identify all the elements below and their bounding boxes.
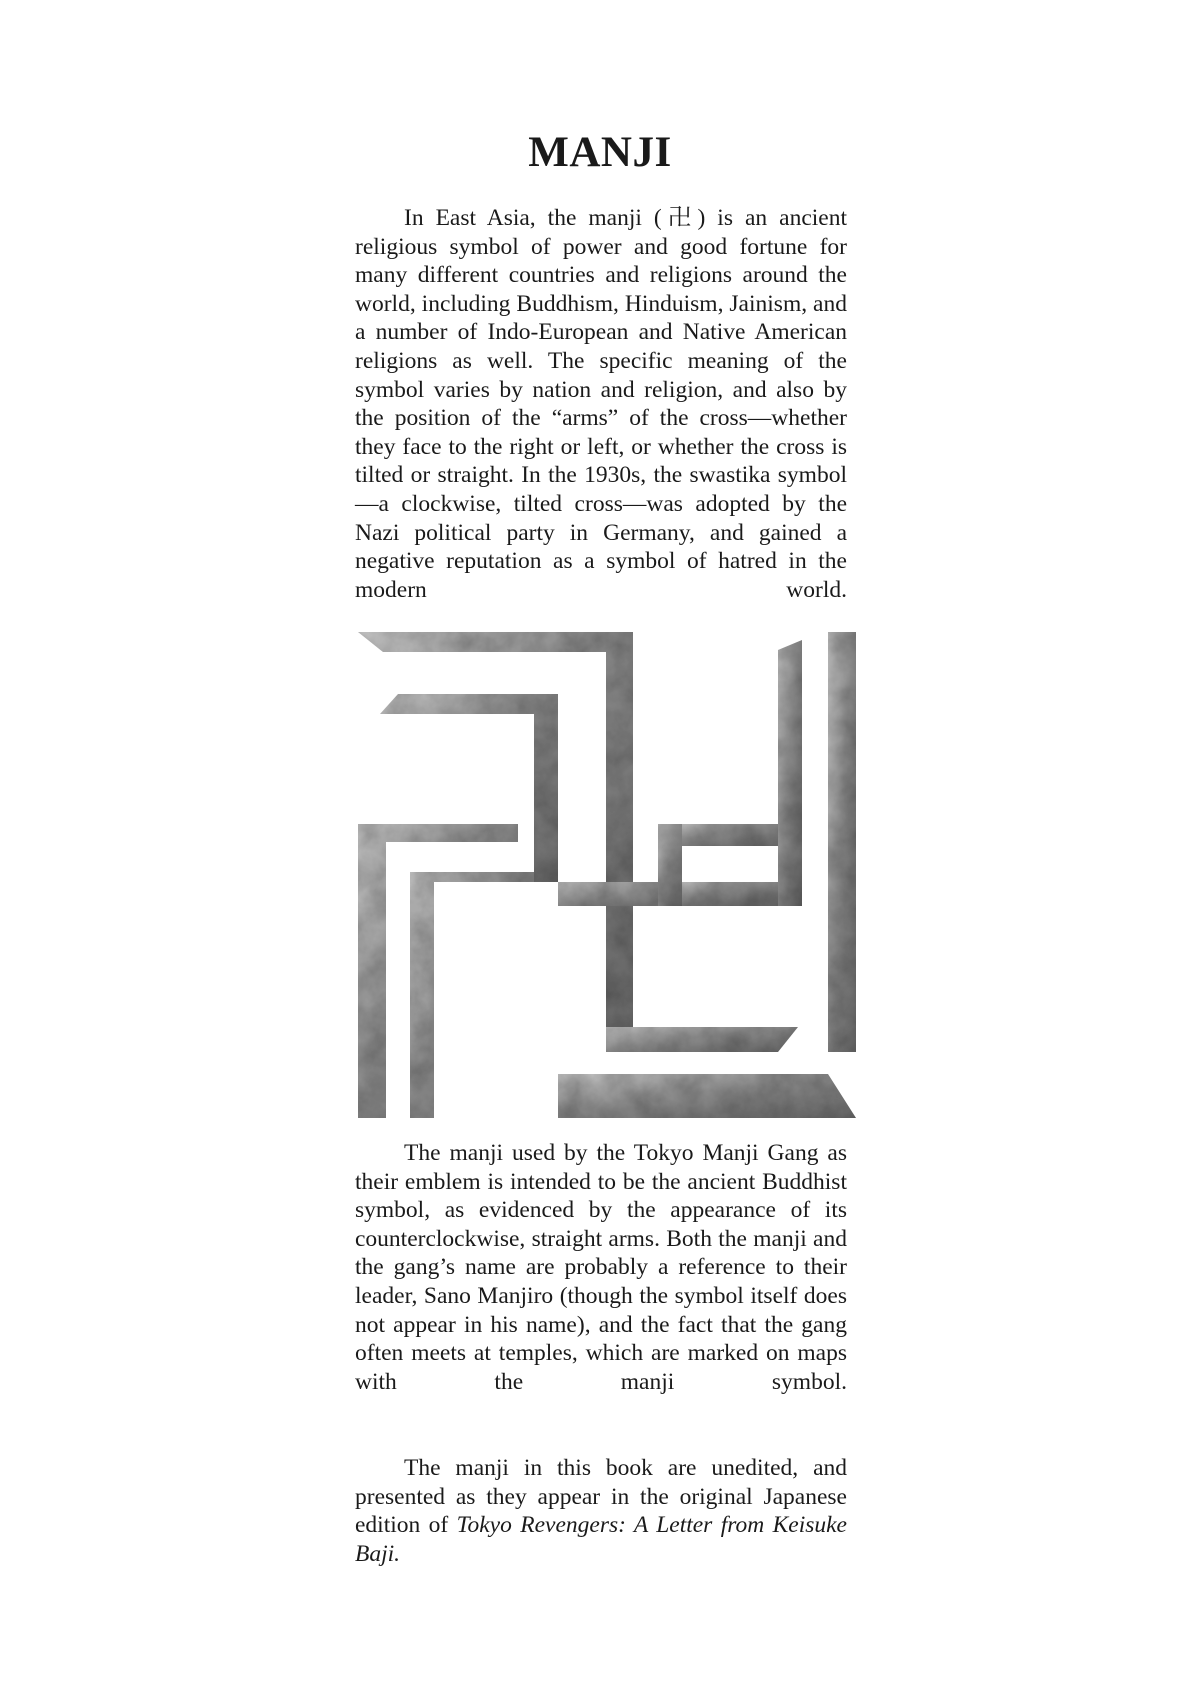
manji-arm-bottom-outer xyxy=(558,1074,856,1118)
manji-center-stub xyxy=(658,824,682,906)
page-title: MANJI xyxy=(528,129,672,176)
manji-arm-left-outer xyxy=(358,824,518,1118)
closing-paragraph xyxy=(355,1454,847,1568)
intro-paragraph: In East Asia, the manji (卍) is an ancient religious symbol of power and good fortune for many different countries and religions around the world, including Buddhism, Hinduism, Jainism, and a number of Indo-European and Native American religions as well. The specific meaning of the symbol varies by nation and religion, and also by the position of the “arms” of the cross—whether they face to the right or left, or whether the cross is tilted or straight. In the 1930s, the swastika symbol—a clockwise, tilted cross—was adopted by the Nazi political party in Germany, and gained a negative reputation as a symbol of hatred in the modern world. xyxy=(355,205,847,603)
manji-arm-right-inner xyxy=(778,640,802,906)
manji-arm-left-inner xyxy=(410,872,534,1118)
book-title: Tokyo Revengers: A Letter from Keisuke Baji. xyxy=(355,1512,847,1567)
manji-arm-right-outer xyxy=(828,632,856,1052)
manji-arm-bottom-inner xyxy=(606,1027,798,1052)
manji-arm-top-inner xyxy=(380,694,558,882)
closing-text: The manji in this book are unedited, and presented as they appear in the original Japanese edition of xyxy=(355,1455,847,1539)
manji-emblem-icon xyxy=(358,632,856,1118)
emblem-paragraph: The manji used by the Tokyo Manji Gang as their emblem is intended to be the ancient Buddhist symbol, as evidenced by the appearance of its counterclockwise, straight arms. Both the manji and the gang’s name are probably a reference to their leader, Sano Manjiro (though the symbol itself does not appear in his name), and the fact that the gang often meets at temples, which are marked on maps with the manji symbol. xyxy=(355,1140,847,1395)
